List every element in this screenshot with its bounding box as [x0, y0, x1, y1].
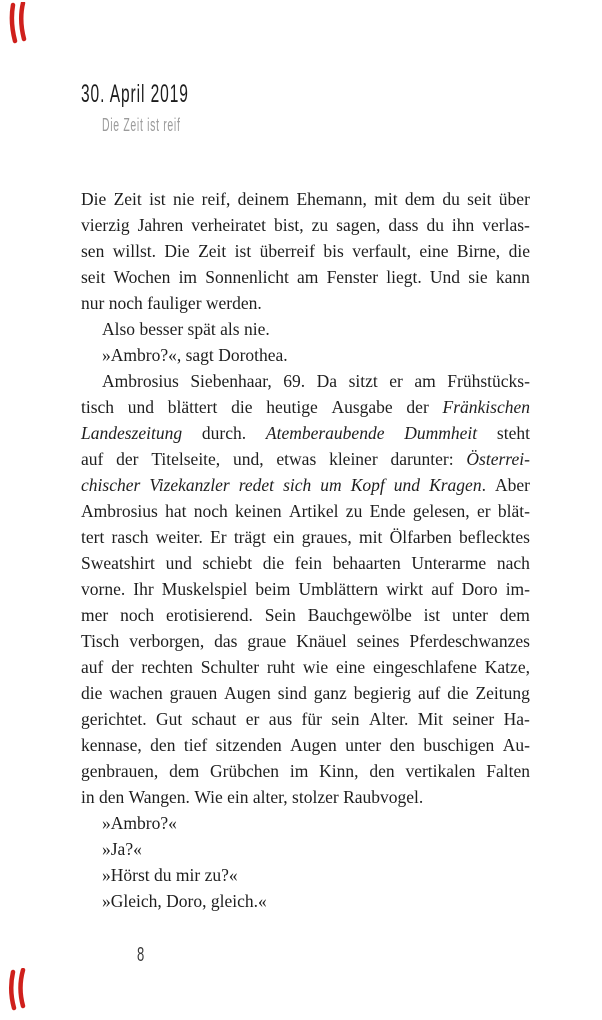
- paragraph: [81, 810, 530, 836]
- paragraph: [81, 836, 530, 862]
- text-line: auf der Titelseite, und, etwas kleiner darunter: Österrei-: [81, 449, 530, 469]
- text-line: auf der rechten Schulter ruht wie eine eingeschlafene Katze,: [81, 657, 530, 677]
- text-line: »Ambro?«: [102, 813, 177, 833]
- text-line: nur noch fauliger werden.: [81, 293, 262, 313]
- text-line: Ambrosius hat noch keinen Artikel zu Ende gelesen, er blät-: [81, 501, 530, 521]
- chapter-subtitle: Die Zeit ist reif: [102, 115, 181, 135]
- text-line: gerichtet. Gut schaut er aus für sein Alter. Mit seiner Ha-: [81, 709, 530, 729]
- text-line: tert rasch weiter. Er trägt ein graues, mit Ölfarben beflecktes: [81, 527, 530, 547]
- text-line: die wachen grauen Augen sind ganz begierig auf die Zeitung: [81, 683, 530, 703]
- text-line: vierzig Jahren verheiratet bist, zu sagen, dass du ihn verlas-: [81, 215, 530, 235]
- red-margin-mark-top-icon: [8, 2, 28, 46]
- text-line: chischer Vizekanzler redet sich um Kopf und Kragen. Aber: [81, 475, 530, 495]
- paragraph: [81, 342, 530, 368]
- text-line: seit Wochen im Sonnenlicht am Fenster liegt. Und sie kann: [81, 267, 530, 287]
- text-line: genbrauen, dem Grübchen im Kinn, den vertikalen Falten: [81, 761, 530, 781]
- text-line: mer noch erotisierend. Sein Bauchgewölbe ist unter dem: [81, 605, 530, 625]
- text-line: »Ja?«: [102, 839, 142, 859]
- body-text: [81, 186, 530, 914]
- text-line: Sweatshirt und schiebt die fein behaarten Unterarme nach: [81, 553, 530, 573]
- text-line: Tisch verborgen, das graue Knäuel seines Pferdeschwanzes: [81, 631, 530, 651]
- paragraph: [81, 316, 530, 342]
- text-line: kennase, den tief sitzenden Augen unter den buschigen Au-: [81, 735, 530, 755]
- paragraph: [81, 888, 530, 914]
- text-line: »Gleich, Doro, gleich.«: [102, 891, 267, 911]
- chapter-date-heading: 30. April 2019: [81, 80, 189, 108]
- text-line: »Ambro?«, sagt Dorothea.: [102, 345, 288, 365]
- text-line: Die Zeit ist nie reif, deinem Ehemann, mit dem du seit über: [81, 189, 530, 209]
- text-line: Landeszeitung durch. Atemberaubende Dummheit steht: [81, 423, 530, 443]
- text-line: sen willst. Die Zeit ist überreif bis verfault, eine Birne, die: [81, 241, 530, 261]
- page-number-label: 8: [137, 944, 145, 966]
- text-line: in den Wangen. Wie ein alter, stolzer Raubvogel.: [81, 787, 424, 807]
- text-line: tisch und blättert die heutige Ausgabe der Fränkischen: [81, 397, 530, 417]
- paragraph: [81, 186, 530, 316]
- text-line: Ambrosius Siebenhaar, 69. Da sitzt er am Frühstücks-: [102, 371, 530, 391]
- text-line: »Hörst du mir zu?«: [102, 865, 238, 885]
- text-line: Also besser spät als nie.: [102, 319, 270, 339]
- text-line: vorne. Ihr Muskelspiel beim Umblättern wirkt auf Doro im-: [81, 579, 530, 599]
- paragraph: [81, 368, 530, 810]
- red-margin-mark-bottom-icon: [8, 968, 28, 1012]
- paragraph: [81, 862, 530, 888]
